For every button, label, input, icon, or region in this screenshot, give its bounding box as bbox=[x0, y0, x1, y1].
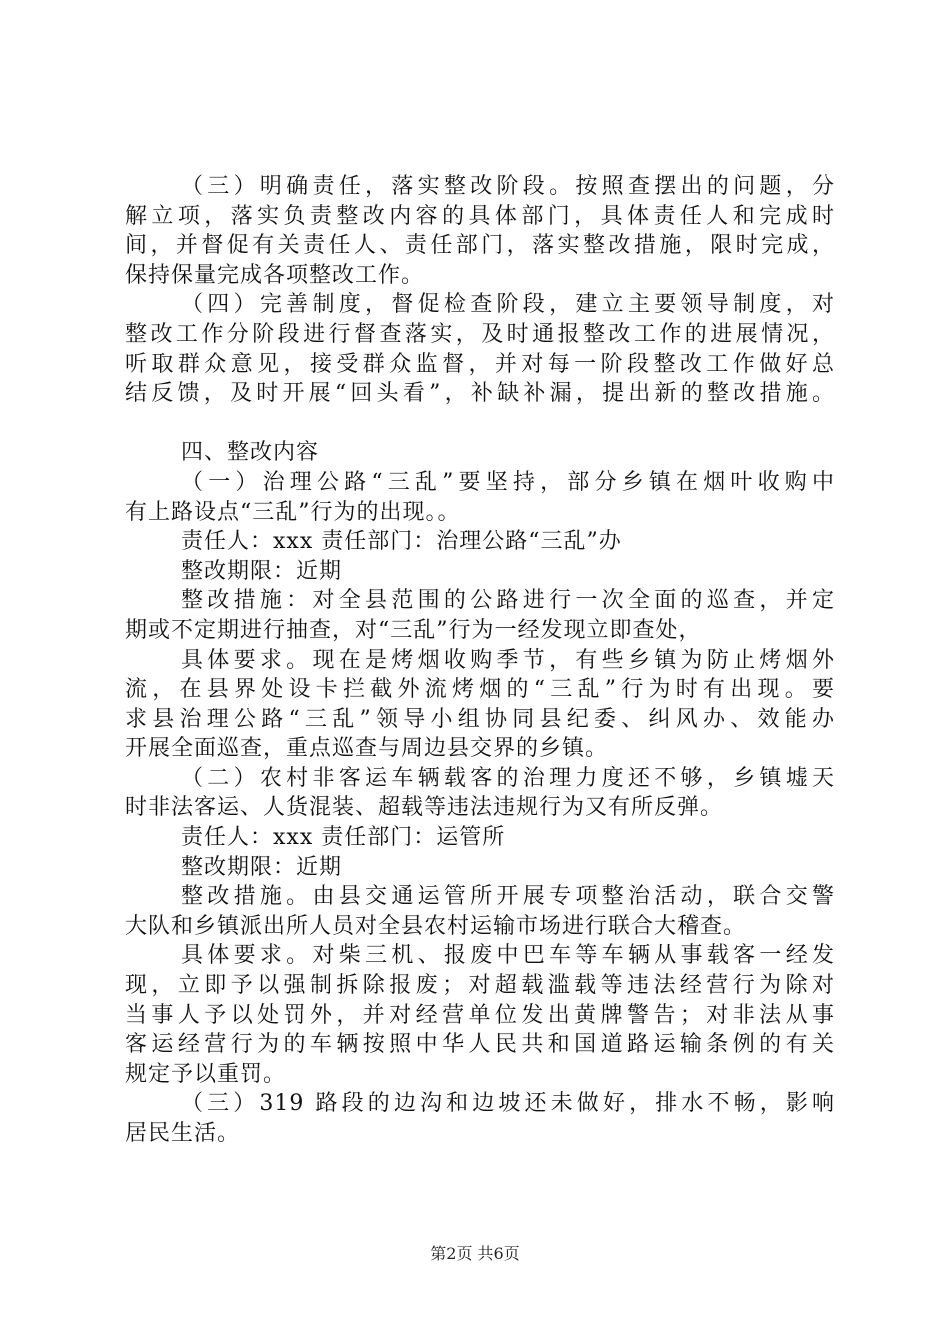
text-line: 责任人：xxx 责任部门：运管所 bbox=[181, 825, 506, 851]
text-line: （一）治理公路“三乱”要坚持，部分乡镇在烟叶收购中 bbox=[181, 469, 835, 495]
text-line: 具体要求。现在是烤烟收购季节，有些乡镇为防止烤烟外 bbox=[181, 647, 835, 673]
text-line: 整改工作分阶段进行督查落实，及时通报整改工作的进展情况， bbox=[125, 321, 835, 347]
section-heading bbox=[125, 438, 835, 468]
requirements-one bbox=[125, 646, 835, 764]
text-line: 开展全面巡查，重点巡查与周边县交界的乡镇。 bbox=[125, 736, 609, 762]
paragraph-phase-four bbox=[125, 290, 835, 408]
text-line: （四）完善制度，督促检查阶段，建立主要领导制度，对 bbox=[181, 292, 835, 318]
paragraph-item-two bbox=[125, 764, 835, 823]
requirements-two bbox=[125, 941, 835, 1089]
text-line: 解立项，落实负责整改内容的具体部门，具体责任人和完成时 bbox=[125, 203, 835, 229]
paragraph-phase-three bbox=[125, 172, 835, 290]
text-line: （三）明确责任，落实整改阶段。按照查摆出的问题，分 bbox=[181, 174, 835, 199]
text-line: 听取群众意见，接受群众监督，并对每一阶段整改工作做好总 bbox=[125, 351, 835, 377]
text-line: 求县治理公路“三乱”领导小组协同县纪委、纠风办、效能办 bbox=[125, 706, 835, 732]
heading-text: 四、整改内容 bbox=[181, 440, 320, 466]
responsible-person-one bbox=[125, 527, 835, 557]
text-line: 间，并督促有关责任人、责任部门，落实整改措施，限时完成， bbox=[125, 233, 835, 259]
text-line: 整改措施。由县交通运管所开展专项整治活动，联合交警 bbox=[181, 884, 835, 910]
blank-line bbox=[125, 409, 835, 439]
text-line: 有上路设点“三乱”行为的出现。。 bbox=[125, 499, 461, 525]
text-line: 期或不定期进行抽查，对“三乱”行为一经发现立即查处， bbox=[125, 617, 702, 643]
document-body bbox=[125, 172, 835, 1149]
text-line: 具体要求。对柴三机、报废中巴车等车辆从事载客一经发 bbox=[181, 943, 835, 969]
text-line: 流，在县界处设卡拦截外流烤烟的“三乱”行为时有出现。要 bbox=[125, 677, 835, 703]
text-line: 居民生活。 bbox=[125, 1121, 241, 1146]
text-line: 保持保量完成各项整改工作。 bbox=[125, 262, 425, 288]
text-line: 当事人予以处罚外，并对经营单位发出黄牌警告；对非法从事 bbox=[125, 1002, 835, 1028]
text-line: 现，立即予以强制拆除报废；对超载滥载等违法经营行为除对 bbox=[125, 973, 835, 999]
text-line: 规定予以重罚。 bbox=[125, 1061, 287, 1087]
text-line: 整改期限：近期 bbox=[181, 854, 343, 880]
text-line: （三）319 路段的边沟和边坡还未做好，排水不畅，影响 bbox=[181, 1091, 835, 1117]
text-line: （二）农村非客运车辆载客的治理力度还不够，乡镇墟天 bbox=[181, 765, 835, 791]
text-line: 整改期限：近期 bbox=[181, 558, 343, 584]
measures-two bbox=[125, 882, 835, 941]
measures-one bbox=[125, 586, 835, 645]
deadline-two bbox=[125, 853, 835, 883]
text-line: 结反馈，及时开展“回头看”，补缺补漏，提出新的整改措施。 bbox=[125, 381, 835, 407]
paragraph-item-one bbox=[125, 468, 835, 527]
text-line: 客运经营行为的车辆按照中华人民共和国道路运输条例的有关 bbox=[125, 1032, 835, 1058]
text-line: 整改措施：对全县范围的公路进行一次全面的巡查，并定 bbox=[181, 588, 835, 614]
responsible-person-two bbox=[125, 823, 835, 853]
paragraph-item-three bbox=[125, 1089, 835, 1148]
deadline-one bbox=[125, 557, 835, 587]
text-line: 时非法客运、人货混装、超载等违法违规行为又有所反弹。 bbox=[125, 795, 724, 821]
text-line: 责任人：xxx 责任部门：治理公路“三乱”办 bbox=[181, 529, 622, 555]
page-number-footer: 第2页 共6页 bbox=[430, 1244, 520, 1263]
text-line: 大队和乡镇派出所人员对全县农村运输市场进行联合大稽查。 bbox=[125, 913, 747, 939]
